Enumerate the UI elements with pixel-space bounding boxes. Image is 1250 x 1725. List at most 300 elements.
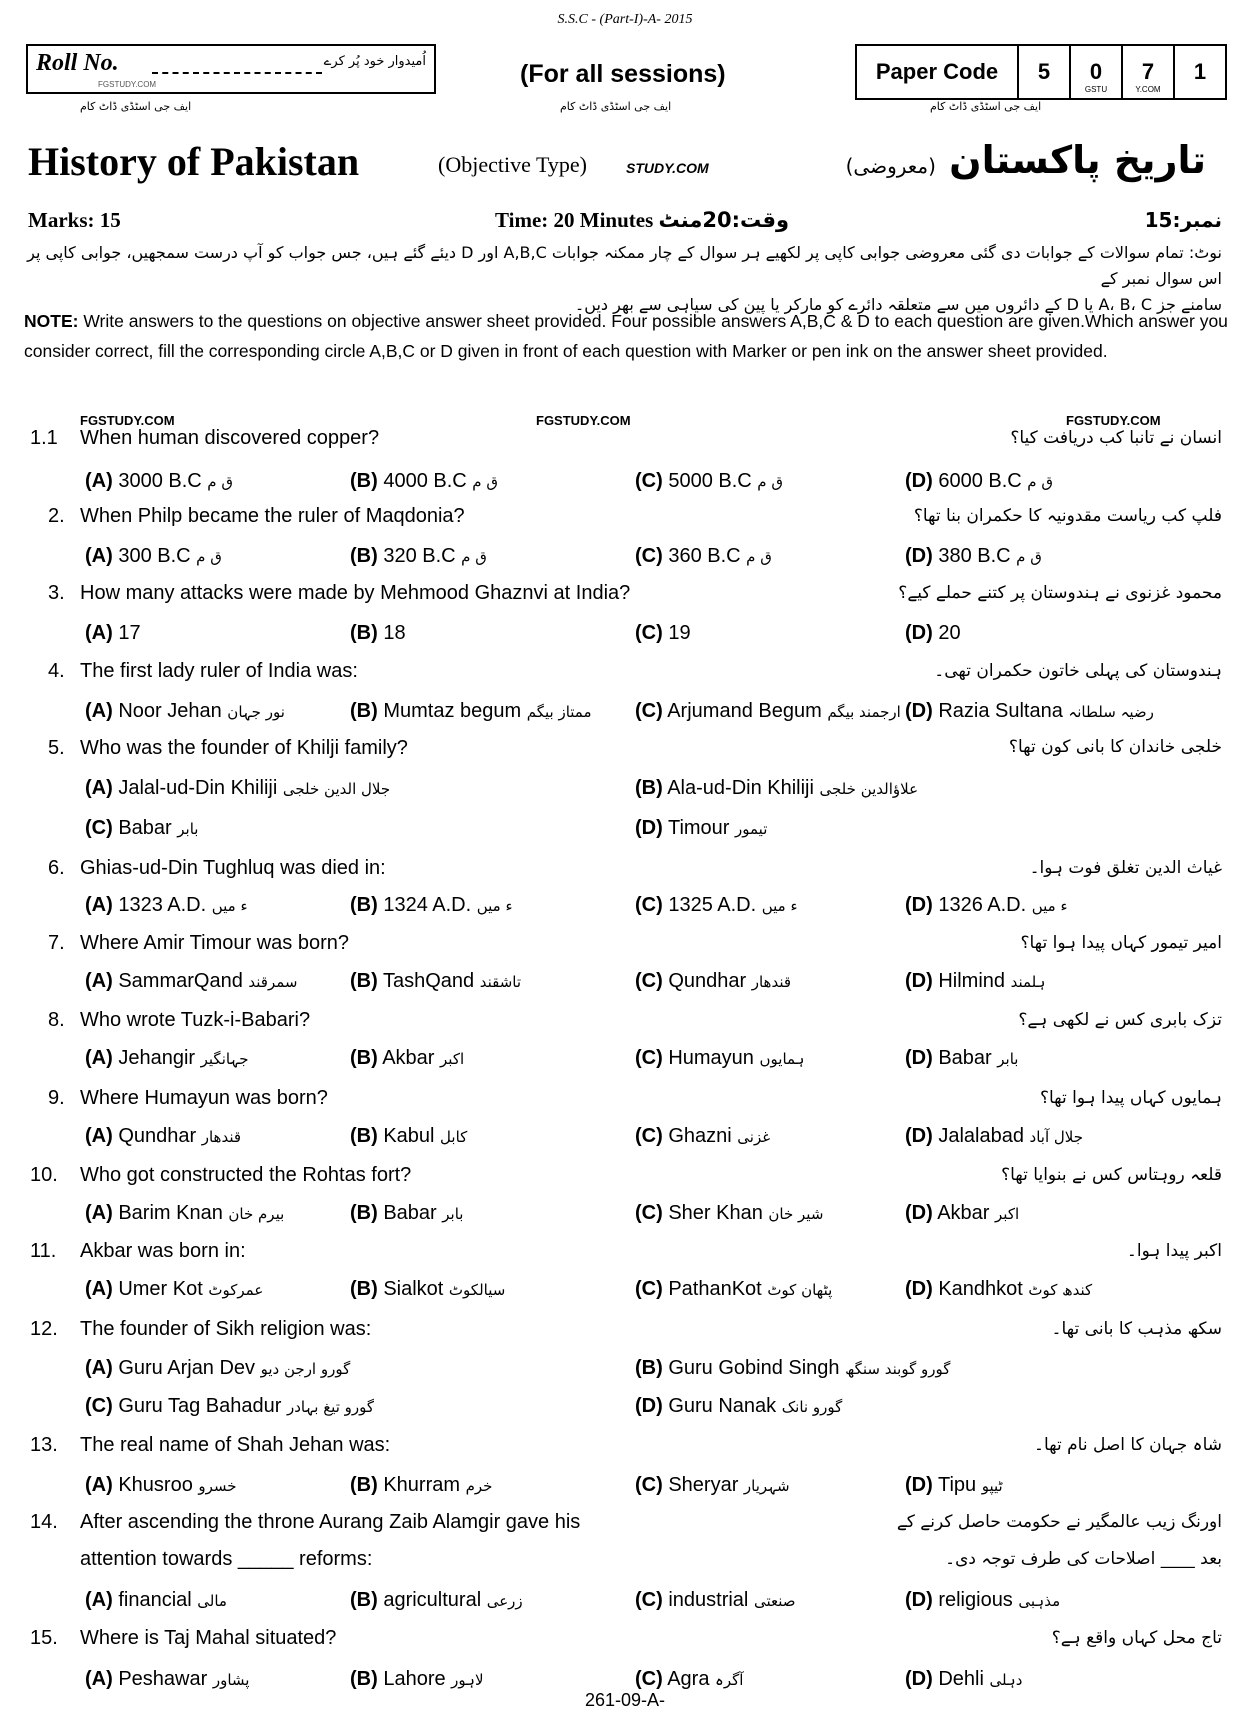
option-text: Guru Nanak: [668, 1395, 777, 1417]
watermark-urdu: ایف جی اسٹڈی ڈاٹ کام: [80, 100, 192, 113]
answer-option-b[interactable]: [350, 1668, 484, 1691]
option-text: 1325 A.D.: [668, 894, 757, 916]
option-letter: (A): [85, 894, 113, 916]
option-text-urdu: خسرو: [198, 1477, 237, 1495]
question-number: 12.: [30, 1318, 58, 1340]
answer-option-c[interactable]: [635, 1125, 770, 1148]
option-text: 380 B.C: [938, 545, 1011, 567]
answer-option-b[interactable]: [635, 777, 918, 800]
watermark-urdu: ایف جی اسٹڈی ڈاٹ کام: [560, 100, 672, 113]
question-number: 5.: [48, 737, 65, 759]
answer-option-b[interactable]: [350, 1125, 467, 1148]
answer-option-a[interactable]: [85, 1125, 241, 1148]
option-text: industrial: [668, 1589, 749, 1611]
question-text: Where Humayun was born?: [80, 1087, 328, 1109]
answer-option-c[interactable]: [635, 970, 791, 993]
option-text: Guru Tag Bahadur: [118, 1395, 282, 1417]
question-text: When Philp became the ruler of Maqdonia?: [80, 505, 465, 527]
answer-option-d[interactable]: [905, 545, 1042, 568]
answer-option-a[interactable]: [85, 1668, 249, 1691]
option-letter: (B): [350, 1047, 378, 1069]
option-text-urdu: غزنی: [737, 1128, 771, 1146]
option-text: Qundhar: [118, 1125, 197, 1147]
option-text-urdu: ق م: [746, 548, 772, 566]
option-text: Khusroo: [118, 1474, 193, 1496]
roll-number-field[interactable]: [152, 72, 322, 74]
option-text: 4000 B.C: [383, 470, 467, 492]
option-text-urdu: عمرکوٹ: [208, 1281, 264, 1299]
marks-urdu-label: نمبر:15: [1144, 208, 1222, 232]
answer-option-d[interactable]: [905, 1125, 1083, 1148]
option-text-urdu: جہانگیر: [200, 1050, 249, 1068]
question-text: Who got constructed the Rohtas fort?: [80, 1164, 412, 1186]
question-text-urdu: ہمایوں کہاں پیدا ہوا تھا؟: [1039, 1088, 1222, 1108]
option-text-urdu: تاشقند: [479, 973, 522, 991]
option-text-urdu: صنعتی: [753, 1592, 796, 1610]
answer-option-b[interactable]: [350, 1278, 505, 1301]
option-letter: (A): [85, 1125, 113, 1147]
option-text: Barim Knan: [118, 1202, 223, 1224]
option-text: Babar: [938, 1047, 992, 1069]
option-text: 320 B.C: [383, 545, 456, 567]
option-letter: (D): [635, 817, 663, 839]
question-text-urdu: اورنگ زیب عالمگیر نے حکومت حاصل کرنے کے: [896, 1512, 1222, 1532]
answer-option-d[interactable]: [905, 894, 1068, 917]
answer-option-a[interactable]: [85, 1357, 350, 1380]
question-text-urdu: سکھ مذہب کا بانی تھا۔: [1051, 1319, 1222, 1339]
answer-option-c[interactable]: [635, 894, 798, 917]
option-text: financial: [118, 1589, 192, 1611]
question-text-urdu: تزک بابری کس نے لکھی ہے؟: [1018, 1010, 1222, 1030]
question-text-urdu: فلپ کب ریاست مقدونیہ کا حکمران بنا تھا؟: [913, 506, 1222, 526]
option-text-urdu: بابر: [997, 1050, 1019, 1068]
answer-option-a[interactable]: [85, 1278, 263, 1301]
option-text-urdu: ق م: [757, 473, 783, 491]
option-text-urdu: سمرقند: [248, 973, 298, 991]
question-text: Akbar was born in:: [80, 1240, 246, 1262]
question-text: Ghias-ud-Din Tughluq was died in:: [80, 857, 386, 879]
option-letter: (B): [350, 1668, 378, 1690]
option-text: 6000 B.C: [938, 470, 1022, 492]
question-text: Who was the founder of Khilji family?: [80, 737, 408, 759]
option-letter: (A): [85, 622, 113, 644]
option-letter: (D): [905, 1278, 933, 1300]
roll-number-box: [26, 44, 436, 94]
question-text: The real name of Shah Jehan was:: [80, 1434, 391, 1456]
option-text: Sialkot: [383, 1278, 444, 1300]
title-type: (Objective Type): [438, 152, 587, 177]
answer-option-a[interactable]: [85, 894, 248, 917]
option-letter: (A): [85, 470, 113, 492]
answer-option-d[interactable]: [905, 700, 1154, 723]
question-number: 15.: [30, 1627, 58, 1649]
option-letter: (D): [905, 1125, 933, 1147]
option-letter: (D): [905, 622, 933, 644]
roll-number-label: Roll No.: [36, 50, 119, 76]
option-text-urdu: گورو نانک: [781, 1398, 843, 1416]
option-text: TashQand: [382, 970, 475, 992]
option-letter: (B): [350, 470, 378, 492]
option-text-urdu: ق م: [1027, 473, 1053, 491]
option-text-urdu: خرم: [465, 1477, 493, 1495]
question-text: When human discovered copper?: [80, 427, 380, 449]
answer-option-d[interactable]: [905, 1047, 1018, 1070]
roll-number-urdu-label: اُمیدوار خود پُر کرے: [323, 54, 426, 69]
answer-option-d[interactable]: [905, 1668, 1022, 1691]
answer-option-b[interactable]: [350, 470, 498, 493]
option-text-urdu: ٹیپو: [981, 1477, 1003, 1495]
option-text-urdu: بیرم خان: [228, 1205, 285, 1223]
answer-option-c[interactable]: [635, 1589, 795, 1612]
option-text: Dehli: [938, 1668, 984, 1690]
option-text: Arjumand Begum: [667, 700, 822, 722]
option-text-urdu: دہلی: [989, 1671, 1023, 1689]
answer-option-c[interactable]: [635, 1278, 832, 1301]
option-text: 17: [118, 622, 141, 644]
answer-option-a[interactable]: [85, 1474, 237, 1497]
option-letter: (B): [350, 1589, 378, 1611]
question-number: 3.: [48, 582, 65, 604]
option-letter: (C): [635, 1474, 663, 1496]
option-text: Guru Gobind Singh: [668, 1357, 840, 1379]
exam-reference: S.S.C - (Part-I)-A- 2015: [557, 12, 693, 27]
option-text-urdu: سیالکوٹ: [448, 1281, 506, 1299]
option-text: Jalalabad: [938, 1125, 1024, 1147]
answer-option-b[interactable]: [350, 1474, 492, 1497]
question-text-continued: attention towards _____ reforms:: [80, 1548, 373, 1570]
option-text: Babar: [383, 1202, 437, 1224]
option-text-urdu: ق م: [196, 548, 222, 566]
option-text-urdu: بابر: [177, 820, 199, 838]
option-text-urdu: ء میں: [211, 897, 248, 915]
option-text-urdu: جلال آباد: [1029, 1128, 1083, 1146]
option-letter: (C): [635, 1047, 663, 1069]
option-text: Ala-ud-Din Khiliji: [667, 777, 814, 799]
option-letter: (A): [85, 1357, 113, 1379]
option-text-urdu: گورو گوبند سنگھ: [845, 1360, 951, 1378]
option-text-urdu: نور جہان: [227, 703, 285, 721]
question-number: 6.: [48, 857, 65, 879]
answer-option-c[interactable]: [635, 1668, 743, 1691]
option-text-urdu: پٹھان کوٹ: [767, 1281, 833, 1299]
watermark: FGSTUDY.COM: [80, 413, 175, 428]
answer-option-a[interactable]: [85, 777, 390, 800]
option-text-urdu: ء میں: [476, 897, 513, 915]
answer-option-b[interactable]: [635, 1357, 950, 1380]
option-text: Akbar: [382, 1047, 435, 1069]
option-letter: (D): [905, 1047, 933, 1069]
answer-option-a[interactable]: [85, 1589, 227, 1612]
question-text: Where is Taj Mahal situated?: [80, 1627, 337, 1649]
question-text-urdu: اکبر پیدا ہوا۔: [1126, 1241, 1222, 1261]
option-text: Qundhar: [668, 970, 747, 992]
option-letter: (C): [635, 545, 663, 567]
option-text: Agra: [667, 1668, 710, 1690]
option-letter: (B): [350, 894, 378, 916]
option-text: Akbar: [937, 1202, 990, 1224]
answer-option-d[interactable]: [635, 1395, 842, 1418]
option-letter: (C): [635, 970, 663, 992]
option-text: 18: [383, 622, 406, 644]
question-number: 7.: [48, 932, 65, 954]
option-text-urdu: شیر خان: [768, 1205, 824, 1223]
option-text-urdu: شہریار: [743, 1477, 790, 1495]
sessions-label: (For all sessions): [520, 60, 726, 88]
option-letter: (D): [905, 1668, 933, 1690]
question-text: The founder of Sikh religion was:: [80, 1318, 372, 1340]
option-text: agricultural: [383, 1589, 482, 1611]
option-letter: (B): [350, 1125, 378, 1147]
option-letter: (C): [85, 1395, 113, 1417]
answer-option-d[interactable]: [905, 1202, 1019, 1225]
option-letter: (D): [905, 1474, 933, 1496]
question-number: 2.: [48, 505, 65, 527]
option-text: Guru Arjan Dev: [118, 1357, 256, 1379]
option-text: 1326 A.D.: [938, 894, 1027, 916]
urdu-note: نوٹ: تمام سوالات کے جوابات دی گئی معروضی جوابی کاپی پر لکھیے ہر سوال کے چار ممکنہ جوابات A,B,C اور D دیئے گئے ہیں، جس جواب کو آپ درست سمجھیں، جوابی کاپی پر اس سوال نمبر کے سامنے جز A، B، C یا D کے دائروں میں سے متعلقہ دائرے کو مارکر یا پین کی سیاہی سے بھر دیں۔: [27, 243, 1222, 314]
option-letter: (D): [905, 470, 933, 492]
option-text-urdu: ء میں: [761, 897, 798, 915]
answer-option-c[interactable]: [635, 1202, 823, 1225]
option-letter: (D): [905, 1589, 933, 1611]
time-label: Time: 20 Minutes وقت:20منٹ: [495, 208, 790, 232]
answer-option-c[interactable]: [635, 700, 901, 723]
option-text: Sheryar: [668, 1474, 739, 1496]
option-letter: (B): [350, 970, 378, 992]
answer-option-d[interactable]: [905, 1474, 1003, 1497]
question-text-urdu: تاج محل کہاں واقع ہے؟: [1051, 1628, 1222, 1648]
option-text: 1323 A.D.: [118, 894, 207, 916]
watermark: FGSTUDY.COM: [536, 413, 631, 428]
option-text-urdu: ارجمند بیگم: [827, 703, 901, 721]
option-text: 300 B.C: [118, 545, 191, 567]
option-text-urdu: علاؤالدین خلجی: [819, 780, 919, 798]
question-text-urdu: امیر تیمور کہاں پیدا ہوا تھا؟: [1020, 933, 1222, 953]
option-text: Hilmind: [938, 970, 1006, 992]
answer-option-c[interactable]: [635, 470, 783, 493]
option-letter: (D): [905, 700, 933, 722]
option-text: Umer Kot: [118, 1278, 203, 1300]
option-text: 20: [938, 622, 961, 644]
option-letter: (B): [635, 1357, 663, 1379]
question-text-urdu-continued: بعد ____ اصلاحات کی طرف توجہ دی۔: [945, 1549, 1222, 1569]
page-title: History of Pakistan: [28, 139, 360, 184]
option-text-urdu: گورو تیغ بہادر: [286, 1398, 375, 1416]
urdu-title: تاریخ پاکستان (معروضی): [845, 138, 1206, 182]
answer-option-a[interactable]: [85, 700, 285, 723]
answer-option-d[interactable]: [905, 970, 1045, 993]
option-text-urdu: ہمایوں: [759, 1050, 805, 1068]
option-text-urdu: مالی: [197, 1592, 227, 1610]
answer-option-a[interactable]: [85, 1047, 249, 1070]
option-text-urdu: مذہبی: [1018, 1592, 1061, 1610]
option-text: Sher Khan: [668, 1202, 763, 1224]
answer-option-c[interactable]: [85, 1395, 374, 1418]
option-text: Lahore: [383, 1668, 446, 1690]
option-letter: (B): [350, 700, 378, 722]
footer-code: 261-09-A-: [584, 1690, 666, 1710]
option-text: Khurram: [383, 1474, 461, 1496]
option-letter: (D): [905, 545, 933, 567]
question-text-urdu: محمود غزنوی نے ہندوستان پر کتنے حملے کیے؟: [898, 583, 1222, 603]
option-text-urdu: ممتاز بیگم: [526, 703, 592, 721]
answer-option-b[interactable]: [350, 1047, 464, 1070]
option-text: Babar: [118, 817, 172, 839]
answer-option-a[interactable]: [85, 622, 141, 645]
question-text-urdu: ہندوستان کی پہلی خاتون حکمران تھی۔: [934, 661, 1222, 681]
answer-option-b[interactable]: [350, 622, 406, 645]
answer-option-b[interactable]: [350, 970, 521, 993]
option-text: 360 B.C: [668, 545, 741, 567]
paper-code-box: [855, 44, 1227, 100]
option-letter: (D): [905, 1202, 933, 1224]
option-letter: (C): [635, 1202, 663, 1224]
option-letter: (B): [350, 1278, 378, 1300]
option-text: SammarQand: [118, 970, 243, 992]
option-letter: (A): [85, 1668, 113, 1690]
option-text-urdu: قندھار: [751, 973, 792, 991]
question-number: 9.: [48, 1087, 65, 1109]
option-letter: (A): [85, 777, 113, 799]
option-letter: (C): [85, 817, 113, 839]
question-text-urdu: شاہ جہان کا اصل نام تھا۔: [1034, 1435, 1222, 1455]
paper-code-digit: 5: [1017, 46, 1069, 98]
answer-option-b[interactable]: [350, 545, 487, 568]
watermark: FGSTUDY.COM: [98, 80, 157, 89]
option-text: Kandhkot: [938, 1278, 1023, 1300]
option-letter: (A): [85, 700, 113, 722]
option-letter: (C): [635, 1589, 663, 1611]
option-letter: (C): [635, 1278, 663, 1300]
option-text-urdu: ق م: [472, 473, 498, 491]
option-letter: (B): [635, 777, 663, 799]
option-text-urdu: ق م: [461, 548, 487, 566]
question-text-urdu: خلجی خاندان کا بانی کون تھا؟: [1008, 737, 1222, 757]
option-text: 3000 B.C: [118, 470, 202, 492]
option-text-urdu: کندھ کوٹ: [1028, 1281, 1093, 1299]
option-text: Ghazni: [668, 1125, 732, 1147]
question-text: How many attacks were made by Mehmood Ghaznvi at India?: [80, 582, 631, 604]
question-text: After ascending the throne Aurang Zaib Alamgir gave his: [80, 1511, 581, 1533]
option-text-urdu: لاہور: [451, 1671, 484, 1689]
answer-option-c[interactable]: [85, 817, 198, 840]
paper-code-digit: 7 Y.COM: [1121, 46, 1173, 98]
answer-option-d[interactable]: [905, 1278, 1092, 1301]
option-letter: (D): [635, 1395, 663, 1417]
paper-code-label: Paper Code: [875, 59, 999, 84]
answer-option-c[interactable]: [635, 1047, 804, 1070]
answer-option-a[interactable]: [85, 1202, 284, 1225]
watermark: FGSTUDY.COM: [1066, 413, 1161, 428]
question-text: Where Amir Timour was born?: [80, 932, 349, 954]
watermark-urdu: ایف جی اسٹڈی ڈاٹ کام: [930, 100, 1042, 113]
option-text-urdu: زرعی: [486, 1592, 523, 1610]
option-letter: (A): [85, 1278, 113, 1300]
paper-code-digit: 1: [1173, 46, 1225, 98]
marks-label: Marks: 15: [28, 208, 121, 232]
option-text: Jalal-ud-Din Khiliji: [118, 777, 278, 799]
answer-option-c[interactable]: [635, 545, 772, 568]
option-text: Noor Jehan: [118, 700, 222, 722]
answer-option-b[interactable]: [350, 700, 592, 723]
option-letter: (C): [635, 700, 663, 722]
option-letter: (C): [635, 1125, 663, 1147]
option-text-urdu: جلال الدین خلجی: [282, 780, 391, 798]
instruction-note: NOTE: Write answers to the questions on objective answer sheet provided. Four possible answers A,B,C & D to each question are given.Which answer you consider correct, fill the corresponding circle A,B,C or D given in front of each question with Marker or pen ink on the answer sheet provided.: [24, 311, 1228, 361]
question-text: The first lady ruler of India was:: [80, 660, 358, 682]
option-text-urdu: ہلمند: [1010, 973, 1046, 991]
option-letter: (A): [85, 970, 113, 992]
question-number: 13.: [30, 1434, 58, 1456]
option-text: religious: [938, 1589, 1013, 1611]
option-text-urdu: گورو ارجن دیو: [260, 1360, 351, 1378]
option-text-urdu: بابر: [442, 1205, 464, 1223]
option-letter: (B): [350, 622, 378, 644]
question-number: 11.: [30, 1240, 57, 1262]
option-text: Jehangir: [118, 1047, 196, 1069]
option-text-urdu: رضیہ سلطانہ: [1068, 703, 1154, 721]
question-number: 8.: [48, 1009, 65, 1031]
answer-option-c[interactable]: [635, 1474, 790, 1497]
option-text-urdu: اکبر: [440, 1050, 465, 1068]
option-letter: (D): [905, 970, 933, 992]
answer-option-a[interactable]: [85, 970, 297, 993]
question-number: 4.: [48, 660, 65, 682]
option-letter: (B): [350, 545, 378, 567]
question-text: Who wrote Tuzk-i-Babari?: [80, 1009, 311, 1031]
option-text: Humayun: [668, 1047, 754, 1069]
option-text-urdu: ء میں: [1031, 897, 1068, 915]
answer-option-d[interactable]: [905, 622, 961, 645]
question-number: 10.: [30, 1164, 58, 1186]
question-text-urdu: غیاث الدین تغلق فوت ہوا۔: [1029, 858, 1222, 878]
option-letter: (B): [350, 1474, 378, 1496]
answer-option-c[interactable]: [635, 622, 691, 645]
option-letter: (D): [905, 894, 933, 916]
answer-option-d[interactable]: [635, 817, 767, 840]
option-letter: (A): [85, 1474, 113, 1496]
option-letter: (C): [635, 622, 663, 644]
option-text: 19: [668, 622, 691, 644]
answer-option-d[interactable]: [905, 470, 1053, 493]
answer-option-b[interactable]: [350, 1589, 523, 1612]
option-text-urdu: اکبر: [995, 1205, 1020, 1223]
option-text: Kabul: [383, 1125, 435, 1147]
option-letter: (A): [85, 1589, 113, 1611]
option-letter: (B): [350, 1202, 378, 1224]
answer-option-b[interactable]: [350, 894, 513, 917]
answer-option-a[interactable]: [85, 470, 233, 493]
option-text: Razia Sultana: [938, 700, 1063, 722]
option-letter: (C): [635, 1668, 663, 1690]
answer-option-b[interactable]: [350, 1202, 463, 1225]
watermark: STUDY.COM: [626, 160, 709, 176]
question-text-urdu: قلعہ روہتاس کس نے بنوایا تھا؟: [1001, 1165, 1222, 1185]
option-letter: (C): [635, 894, 663, 916]
option-text: Peshawar: [118, 1668, 208, 1690]
option-text-urdu: قندھار: [201, 1128, 242, 1146]
option-text-urdu: تیمور: [735, 820, 768, 838]
question-number: 14.: [30, 1511, 58, 1533]
answer-option-d[interactable]: [905, 1589, 1060, 1612]
option-text-urdu: ق م: [1016, 548, 1042, 566]
option-text-urdu: پشاور: [212, 1671, 250, 1689]
option-text: 5000 B.C: [668, 470, 752, 492]
answer-option-a[interactable]: [85, 545, 222, 568]
question-number: 1.1: [30, 427, 58, 449]
option-text-urdu: آگرہ: [715, 1671, 744, 1689]
option-text: Timour: [667, 817, 730, 839]
